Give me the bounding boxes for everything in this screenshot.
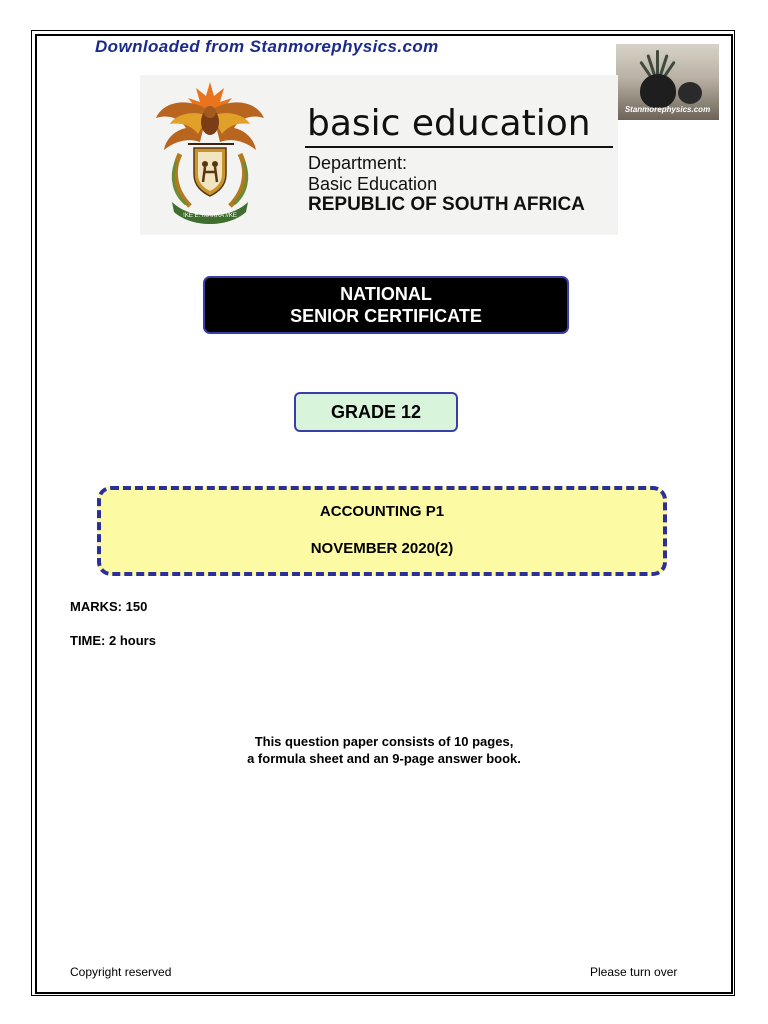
crest-motto: !KE E: /XARRA //KE (183, 213, 237, 219)
certificate-line-2: SENIOR CERTIFICATE (290, 306, 482, 326)
paper-contents-note (0, 733, 768, 767)
country-name: REPUBLIC OF SOUTH AFRICA (308, 194, 585, 215)
brand-divider (305, 146, 613, 148)
grade-label: GRADE 12 (330, 401, 422, 422)
subject-panel (97, 486, 667, 576)
exam-session: NOVEMBER 2020(2) (310, 540, 454, 557)
stanmore-thumbnail-image (616, 44, 719, 120)
contents-line-1: This question paper consists of 10 pages, (254, 734, 514, 749)
source-watermark: Downloaded from Stanmorephysics.com (95, 37, 439, 56)
contents-line-2: a formula sheet and an 9-page answer book. (247, 751, 521, 766)
time-allowed: TIME: 2 hours (70, 633, 156, 648)
certificate-banner (203, 276, 569, 334)
copyright-notice: Copyright reserved (70, 965, 172, 979)
thumbnail-caption: Stanmorephysics.com (624, 105, 711, 114)
certificate-line-1: NATIONAL (340, 284, 432, 304)
department-name: Basic Education (308, 174, 438, 194)
grade-badge (294, 392, 458, 432)
turn-over-notice: Please turn over (590, 965, 678, 979)
brand-title: basic education (307, 103, 591, 144)
subject-name: ACCOUNTING P1 (319, 503, 445, 520)
department-label: Department: (308, 153, 408, 173)
marks-total: MARKS: 150 (70, 599, 148, 614)
coat-of-arms-icon (150, 78, 270, 228)
